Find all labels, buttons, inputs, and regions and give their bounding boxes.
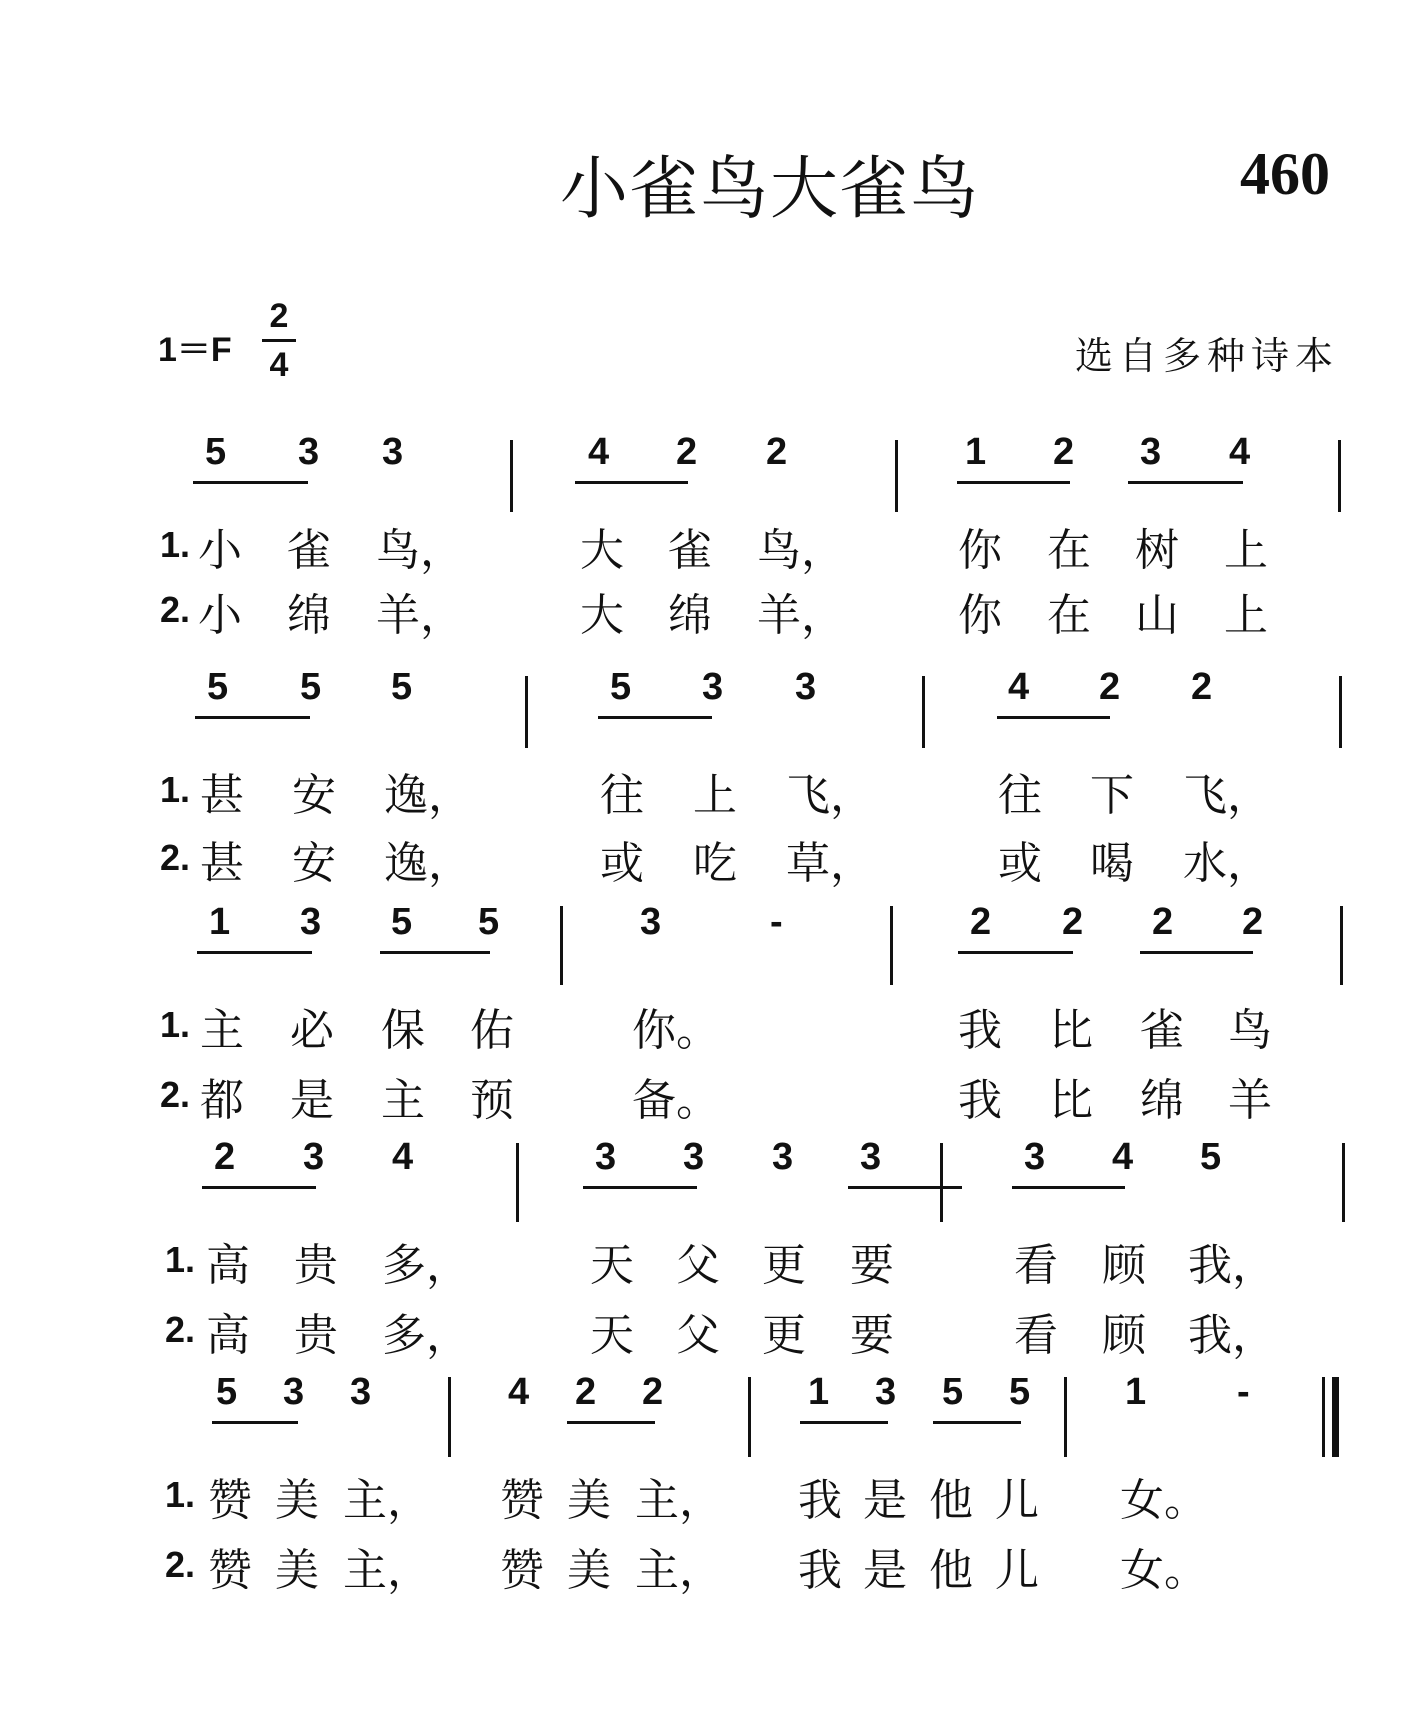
- lyric-char: 保: [381, 1005, 425, 1056]
- note: 5: [391, 901, 413, 943]
- note: 5: [300, 666, 322, 708]
- note: 5: [1009, 1371, 1031, 1413]
- note: 2: [676, 431, 698, 473]
- note-underline: [997, 716, 1110, 719]
- lyric-char: 我，: [1188, 1310, 1276, 1361]
- lyric-char: 在: [1047, 590, 1091, 641]
- verse-number: 2.: [165, 1544, 196, 1585]
- note-underline: [957, 481, 1070, 484]
- note-underline: [575, 481, 688, 484]
- note: 3: [683, 1136, 705, 1178]
- lyric-char: 鸟，: [376, 525, 464, 576]
- lyric-char: 美: [567, 1475, 611, 1526]
- time-signature-line: [262, 339, 296, 342]
- lyric-char: 主，: [343, 1545, 431, 1596]
- lyric-char: 鸟: [1228, 1005, 1272, 1056]
- note: 2: [1191, 666, 1213, 708]
- bar-line: [1338, 440, 1341, 512]
- lyric-char: 他: [929, 1475, 973, 1526]
- note-underline: [1128, 481, 1243, 484]
- lyric-char: 山: [1135, 590, 1179, 641]
- lyric-char: 甚: [200, 770, 244, 821]
- lyric-char: 要: [850, 1310, 894, 1361]
- note: 3: [702, 666, 724, 708]
- lyric-char: 下: [1090, 770, 1134, 821]
- lyric-char: 上: [693, 770, 737, 821]
- note: 4: [1229, 431, 1251, 473]
- lyric-char: 贵: [294, 1310, 338, 1361]
- lyric-char: 父: [676, 1240, 720, 1291]
- note: 1: [808, 1371, 830, 1413]
- lyric-char: 是: [863, 1545, 907, 1596]
- note-underline: [933, 1421, 1021, 1424]
- note-underline: [567, 1421, 655, 1424]
- lyric-char: 贵: [294, 1240, 338, 1291]
- note: 5: [205, 431, 227, 473]
- lyric-char: 主，: [635, 1475, 723, 1526]
- sustain-dash: -: [770, 901, 783, 943]
- note: 2: [970, 901, 992, 943]
- note-underline: [195, 716, 310, 719]
- verse-number: 1.: [160, 1004, 191, 1045]
- lyric-char: 你。: [632, 1005, 720, 1056]
- lyric-char: 或: [998, 838, 1042, 889]
- verse-number: 1.: [160, 524, 191, 565]
- lyric-char: 高: [206, 1240, 250, 1291]
- lyric-char: 主，: [343, 1475, 431, 1526]
- lyric-char: 比: [1049, 1005, 1093, 1056]
- note: 2: [1053, 431, 1075, 473]
- lyric-char: 羊: [1228, 1075, 1272, 1126]
- sustain-dash: -: [1237, 1371, 1250, 1413]
- lyric-char: 儿: [995, 1475, 1039, 1526]
- note: 4: [392, 1136, 414, 1178]
- lyric-char: 父: [676, 1310, 720, 1361]
- lyric-char: 多，: [382, 1240, 470, 1291]
- lyric-char: 要: [850, 1240, 894, 1291]
- lyric-char: 安: [292, 838, 336, 889]
- verse-number: 2.: [160, 837, 191, 878]
- lyric-char: 雀: [1140, 1005, 1184, 1056]
- lyric-char: 上: [1224, 590, 1268, 641]
- note: 3: [875, 1371, 897, 1413]
- lyric-char: 赞: [500, 1545, 544, 1596]
- bar-line: [940, 1143, 943, 1222]
- note: 2: [1099, 666, 1121, 708]
- note: 5: [216, 1371, 238, 1413]
- lyric-char: 更: [762, 1240, 806, 1291]
- lyric-char: 你: [958, 590, 1002, 641]
- note: 3: [382, 431, 404, 473]
- note: 5: [391, 666, 413, 708]
- verse-number: 2.: [160, 1074, 191, 1115]
- verse-number: 1.: [165, 1239, 196, 1280]
- lyric-char: 顾: [1102, 1310, 1146, 1361]
- lyric-char: 雀: [287, 525, 331, 576]
- lyric-char: 更: [762, 1310, 806, 1361]
- lyric-char: 美: [275, 1475, 319, 1526]
- note: 3: [1024, 1136, 1046, 1178]
- lyric-char: 我: [798, 1475, 842, 1526]
- note: 4: [1112, 1136, 1134, 1178]
- lyric-char: 大: [580, 525, 624, 576]
- note: 3: [300, 901, 322, 943]
- lyric-char: 飞，: [1183, 770, 1271, 821]
- lyric-char: 儿: [995, 1545, 1039, 1596]
- lyric-char: 飞，: [786, 770, 874, 821]
- note: 3: [283, 1371, 305, 1413]
- lyric-char: 羊，: [376, 590, 464, 641]
- bar-line: [1064, 1377, 1067, 1457]
- note: 2: [1152, 901, 1174, 943]
- lyric-char: 我: [958, 1005, 1002, 1056]
- lyric-char: 鸟，: [757, 525, 845, 576]
- verse-number: 1.: [160, 769, 191, 810]
- note: 3: [298, 431, 320, 473]
- lyric-char: 看: [1014, 1310, 1058, 1361]
- lyric-char: 绵: [1140, 1075, 1184, 1126]
- lyric-char: 甚: [200, 838, 244, 889]
- lyric-char: 喝: [1090, 838, 1134, 889]
- time-signature-top: 2: [269, 297, 289, 335]
- lyric-char: 高: [206, 1310, 250, 1361]
- note: 2: [214, 1136, 236, 1178]
- lyric-char: 顾: [1102, 1240, 1146, 1291]
- note-underline: [583, 1186, 697, 1189]
- note: 3: [860, 1136, 882, 1178]
- lyric-char: 美: [275, 1545, 319, 1596]
- note: 5: [1200, 1136, 1222, 1178]
- note: 2: [642, 1371, 664, 1413]
- note-underline: [598, 716, 712, 719]
- note-underline: [197, 951, 312, 954]
- lyric-char: 往: [600, 770, 644, 821]
- note-underline: [958, 951, 1073, 954]
- lyric-char: 小: [198, 525, 242, 576]
- lyric-char: 安: [292, 770, 336, 821]
- note: 4: [1008, 666, 1030, 708]
- note-underline: [380, 951, 490, 954]
- lyric-char: 美: [567, 1545, 611, 1596]
- note: 3: [303, 1136, 325, 1178]
- lyric-char: 逸，: [384, 770, 472, 821]
- note: 5: [207, 666, 229, 708]
- bar-line: [1342, 1143, 1345, 1222]
- note-underline: [848, 1186, 962, 1189]
- hymn-number: 460: [1240, 141, 1330, 207]
- key-signature: 1＝F: [158, 331, 232, 369]
- verse-number: 1.: [165, 1474, 196, 1515]
- hymn-title: 小雀鸟大雀鸟: [560, 150, 981, 229]
- note: 4: [588, 431, 610, 473]
- note: 3: [595, 1136, 617, 1178]
- note-underline: [1012, 1186, 1125, 1189]
- bar-line: [516, 1143, 519, 1222]
- note: 3: [350, 1371, 372, 1413]
- verse-number: 2.: [160, 589, 191, 630]
- lyric-char: 比: [1049, 1075, 1093, 1126]
- note: 3: [795, 666, 817, 708]
- bar-line: [448, 1377, 451, 1457]
- verse-number: 2.: [165, 1309, 196, 1350]
- lyric-char: 是: [863, 1475, 907, 1526]
- lyric-char: 在: [1047, 525, 1091, 576]
- bar-line: [525, 676, 528, 748]
- note-underline: [202, 1186, 316, 1189]
- lyric-char: 赞: [208, 1475, 252, 1526]
- bar-line: [890, 906, 893, 985]
- lyric-char: 赞: [500, 1475, 544, 1526]
- bar-line: [895, 440, 898, 512]
- lyric-char: 雀: [668, 525, 712, 576]
- source-note: 选自多种诗本: [1075, 334, 1340, 378]
- lyric-char: 羊，: [757, 590, 845, 641]
- lyric-char: 或: [600, 838, 644, 889]
- note-underline: [800, 1421, 888, 1424]
- note: 2: [575, 1371, 597, 1413]
- bar-line: [748, 1377, 751, 1457]
- lyric-char: 我: [958, 1075, 1002, 1126]
- bar-line: [510, 440, 513, 512]
- note-underline: [212, 1421, 298, 1424]
- lyric-char: 必: [290, 1005, 334, 1056]
- lyric-char: 多，: [382, 1310, 470, 1361]
- lyric-char: 大: [580, 590, 624, 641]
- lyric-char: 主: [381, 1075, 425, 1126]
- lyric-char: 你: [958, 525, 1002, 576]
- note: 5: [610, 666, 632, 708]
- note: 4: [508, 1371, 530, 1413]
- bar-line: [1339, 676, 1342, 748]
- note: 2: [766, 431, 788, 473]
- lyric-char: 天: [590, 1240, 634, 1291]
- lyric-char: 逸，: [384, 838, 472, 889]
- bar-line: [922, 676, 925, 748]
- bar-line: [1340, 906, 1343, 985]
- lyric-char: 赞: [208, 1545, 252, 1596]
- note: 2: [1242, 901, 1264, 943]
- note: 1: [1125, 1371, 1147, 1413]
- note: 3: [640, 901, 662, 943]
- lyric-char: 他: [929, 1545, 973, 1596]
- bar-line: [560, 906, 563, 985]
- note-underline: [193, 481, 308, 484]
- lyric-char: 绵: [287, 590, 331, 641]
- lyric-char: 佑: [470, 1005, 514, 1056]
- note: 1: [209, 901, 231, 943]
- note: 5: [942, 1371, 964, 1413]
- lyric-char: 往: [998, 770, 1042, 821]
- note-underline: [1140, 951, 1253, 954]
- note: 3: [772, 1136, 794, 1178]
- note: 1: [965, 431, 987, 473]
- lyric-char: 预: [470, 1075, 514, 1126]
- lyric-char: 草，: [786, 838, 874, 889]
- note: 5: [478, 901, 500, 943]
- lyric-char: 树: [1135, 525, 1179, 576]
- lyric-char: 上: [1224, 525, 1268, 576]
- time-signature: [262, 295, 296, 386]
- lyric-char: 主，: [635, 1545, 723, 1596]
- lyric-char: 看: [1014, 1240, 1058, 1291]
- lyric-char: 都: [200, 1075, 244, 1126]
- lyric-char: 天: [590, 1310, 634, 1361]
- note: 3: [1140, 431, 1162, 473]
- time-signature-bottom: 4: [269, 346, 289, 384]
- lyric-char: 主: [200, 1005, 244, 1056]
- final-bar-line-thick: [1332, 1377, 1339, 1457]
- lyric-char: 我: [798, 1545, 842, 1596]
- lyric-char: 吃: [693, 838, 737, 889]
- lyric-char: 我，: [1188, 1240, 1276, 1291]
- lyric-char: 绵: [668, 590, 712, 641]
- note: 2: [1062, 901, 1084, 943]
- lyric-char: 女。: [1120, 1545, 1208, 1596]
- lyric-char: 小: [198, 590, 242, 641]
- lyric-char: 是: [290, 1075, 334, 1126]
- lyric-char: 水，: [1183, 838, 1271, 889]
- final-bar-line-thin: [1322, 1377, 1325, 1457]
- lyric-char: 女。: [1120, 1475, 1208, 1526]
- lyric-char: 备。: [632, 1075, 720, 1126]
